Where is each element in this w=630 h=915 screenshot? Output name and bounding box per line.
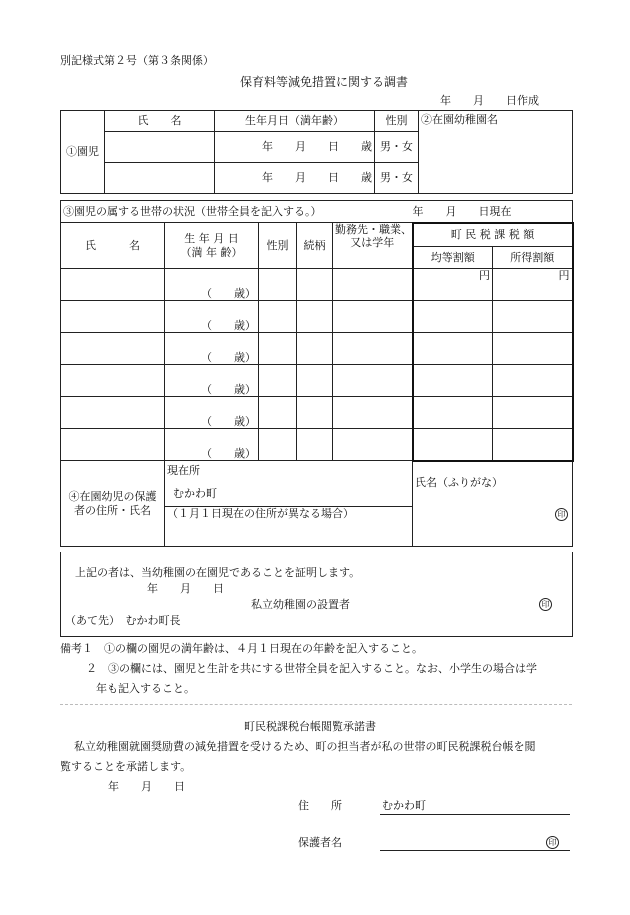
member-sex-field[interactable]	[259, 429, 297, 461]
member-relation-field[interactable]	[297, 365, 333, 397]
member-sex-header: 性別	[259, 223, 297, 269]
member-age-field[interactable]: （ 歳）	[165, 397, 259, 429]
seal-icon: 印	[546, 836, 559, 849]
tax-income-field[interactable]	[493, 301, 573, 333]
member-relation-field[interactable]	[297, 301, 333, 333]
member-relation-field[interactable]	[297, 333, 333, 365]
consent-body-line1: 私立幼稚園就園奨励費の減免措置を受けるため、町の担当者が私の世帯の町民税課税台帳を閲	[74, 740, 536, 753]
member-age-field[interactable]: （ 歳）	[165, 365, 259, 397]
member-row	[61, 365, 573, 397]
guardian-name-label: 氏名（ふりがな）	[415, 475, 503, 489]
child-row-label: ①園児	[61, 111, 105, 194]
household-as-of: 年 月 日現在	[412, 204, 512, 218]
member-relation-header: 続柄	[297, 223, 333, 269]
tax-income-field[interactable]	[493, 333, 573, 365]
guardian-label-cell	[61, 461, 165, 547]
tax-income-header: 所得割額	[493, 247, 573, 269]
member-name-field[interactable]	[61, 429, 165, 461]
guardian-name-label: 保護者名	[298, 836, 342, 849]
member-work-field[interactable]	[333, 269, 413, 301]
member-age-field[interactable]: （ 歳）	[165, 429, 259, 461]
tax-flat-field[interactable]	[413, 397, 493, 429]
consent-body-line2: 覧することを承諾します。	[60, 760, 192, 773]
separator-line	[60, 704, 572, 705]
note-1: 備考１ ①の欄の園児の満年齢は、４月１日現在の年齢を記入すること。	[60, 642, 423, 655]
member-age-field[interactable]: （ 歳）	[165, 301, 259, 333]
child-sex-field-2[interactable]: 男・女	[375, 163, 419, 194]
tax-flat-field[interactable]: 円	[413, 269, 493, 301]
member-row	[61, 301, 573, 333]
address-value[interactable]: むかわ町	[382, 799, 426, 812]
kindergarten-label: ②在園幼稚園名	[421, 113, 498, 126]
guardian-label-line1: ④在園幼児の保護	[68, 490, 157, 504]
child-name-header: 氏 名	[105, 111, 215, 132]
consent-date: 年 月 日	[108, 780, 185, 793]
member-work-field[interactable]	[333, 365, 413, 397]
note-2-line1: ２ ③の欄には、園児と生計を共にする世帯全員を記入すること。なお、小学生の場合は学	[86, 662, 537, 675]
household-heading: ③園児の属する世帯の状況（世帯全員を記入する。）	[63, 204, 322, 218]
member-row	[61, 269, 573, 301]
date-created: 年 月 日作成	[440, 94, 539, 107]
member-age-field[interactable]: （ 歳）	[165, 269, 259, 301]
seal-icon: 印	[539, 598, 552, 611]
child-sex-header: 性別	[375, 111, 419, 132]
tax-income-field[interactable]	[493, 429, 573, 461]
member-sex-field[interactable]	[259, 365, 297, 397]
member-work-field[interactable]	[333, 333, 413, 365]
member-age-field[interactable]: （ 歳）	[165, 333, 259, 365]
certification-box	[60, 552, 573, 637]
member-row	[61, 397, 573, 429]
guardian-label-line2: 者の住所・氏名	[74, 503, 151, 517]
member-work-field[interactable]	[333, 301, 413, 333]
jan1-address-note[interactable]: （１月１日現在の住所が異なる場合）	[165, 507, 413, 547]
household-table	[60, 200, 574, 547]
founder-label: 私立幼稚園の設置者	[251, 598, 350, 611]
child-birth-field-2[interactable]: 年 月 日 歳	[215, 163, 375, 194]
member-sex-field[interactable]	[259, 397, 297, 429]
member-name-field[interactable]	[61, 365, 165, 397]
member-work-field[interactable]	[333, 429, 413, 461]
tax-flat-field[interactable]	[413, 301, 493, 333]
member-name-field[interactable]	[61, 269, 165, 301]
member-name-field[interactable]	[61, 333, 165, 365]
child-birth-field-1[interactable]: 年 月 日 歳	[215, 132, 375, 163]
address-underline	[380, 814, 570, 815]
member-name-field[interactable]	[61, 397, 165, 429]
address-label: 住 所	[298, 799, 342, 812]
tax-flat-header: 均等割額	[413, 247, 493, 269]
household-heading-row	[61, 201, 573, 223]
tax-income-field[interactable]: 円	[493, 269, 573, 301]
form-number: 別記様式第２号（第３条関係）	[60, 54, 214, 67]
member-work-header-line1: 勤務先・職業、	[335, 223, 412, 236]
tax-flat-field[interactable]	[413, 333, 493, 365]
tax-income-field[interactable]	[493, 365, 573, 397]
child-name-field-2[interactable]	[105, 163, 215, 194]
tax-income-field[interactable]	[493, 397, 573, 429]
member-row	[61, 429, 573, 461]
tax-flat-field[interactable]	[413, 429, 493, 461]
member-sex-field[interactable]	[259, 269, 297, 301]
addressee: （あて先） むかわ町長	[65, 614, 181, 627]
guardian-name-cell[interactable]	[413, 461, 573, 547]
member-work-header	[333, 223, 413, 269]
tax-flat-field[interactable]	[413, 365, 493, 397]
current-address-field[interactable]: むかわ町	[165, 481, 413, 507]
seal-icon: 印	[555, 508, 568, 521]
certification-date: 年 月 日	[147, 582, 224, 595]
member-relation-field[interactable]	[297, 397, 333, 429]
child-birth-header: 生年月日（満年齢）	[215, 111, 375, 132]
member-name-field[interactable]	[61, 301, 165, 333]
tax-header: 町 民 税 課 税 額	[413, 223, 573, 247]
document-title: 保育料等減免措置に関する調書	[240, 75, 409, 89]
guardian-name-underline[interactable]	[380, 850, 570, 851]
current-address-label: 現在所	[165, 461, 413, 481]
member-relation-field[interactable]	[297, 429, 333, 461]
certification-statement: 上記の者は、当幼稚園の在園児であることを証明します。	[75, 566, 361, 579]
member-row	[61, 333, 573, 365]
note-2-line2: 年も記入すること。	[96, 682, 195, 695]
member-work-header-line2: 又は学年	[350, 236, 395, 250]
kindergarten-name-cell[interactable]	[419, 111, 573, 194]
child-table	[60, 110, 573, 194]
member-sex-field[interactable]	[259, 333, 297, 365]
member-relation-field[interactable]	[297, 269, 333, 301]
child-name-field-1[interactable]	[105, 132, 215, 163]
member-birth-header-line2: （満 年 齢）	[180, 245, 243, 259]
member-name-header: 氏 名	[61, 223, 165, 269]
member-birth-header-line1: 生 年 月 日	[184, 232, 239, 246]
consent-title: 町民税課税台帳閲覧承諾書	[244, 720, 376, 733]
child-sex-field-1[interactable]: 男・女	[375, 132, 419, 163]
member-sex-field[interactable]	[259, 301, 297, 333]
member-birth-header	[165, 223, 259, 269]
member-work-field[interactable]	[333, 397, 413, 429]
